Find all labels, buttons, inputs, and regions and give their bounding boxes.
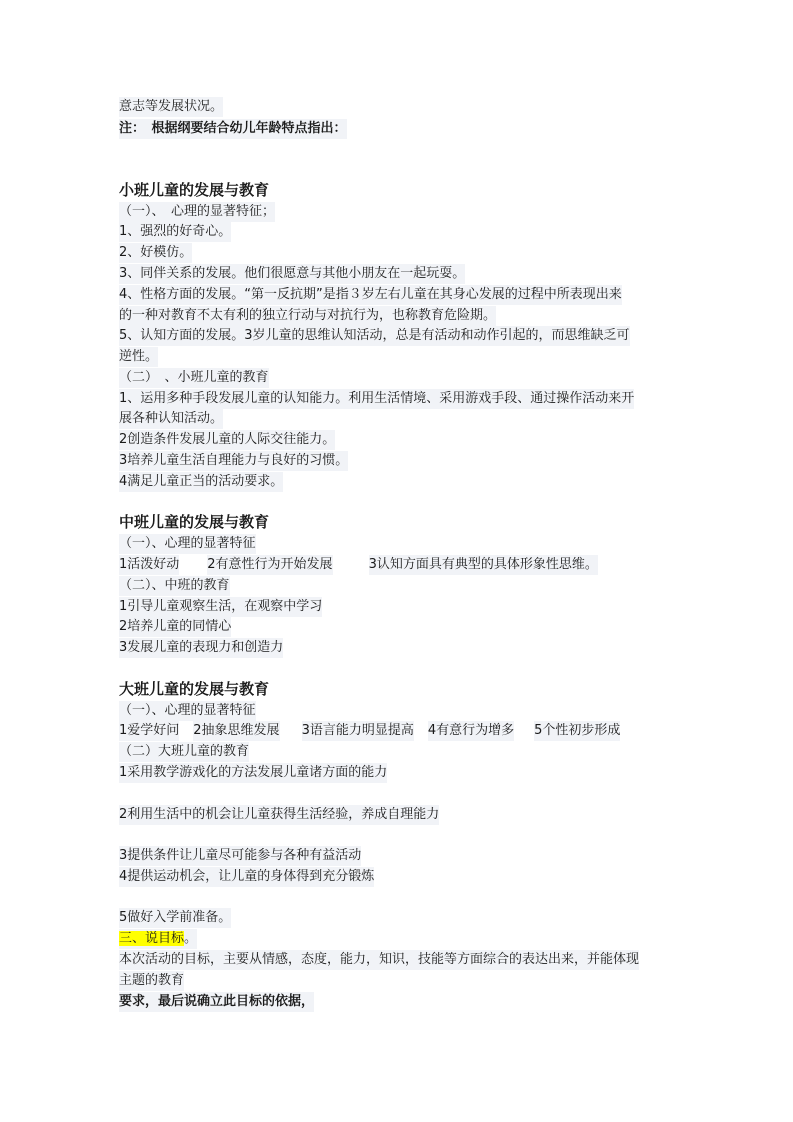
middle-features [119, 555, 598, 575]
middle-edu-3: 3发展儿童的表现力和创造力 [119, 638, 283, 658]
small-edu-2: 2创造条件发展儿童的人际交往能力。 [119, 430, 335, 450]
small-edu-1b: 展各种认知活动。 [119, 409, 223, 429]
large-edu-5: 5做好入学前准备。 [119, 908, 231, 928]
small-edu-3: 3培养儿童生活自理能力与良好的习惯。 [119, 451, 348, 471]
small-edu-4: 4满足儿童正当的活动要求。 [119, 472, 283, 492]
goal-requirement: 要求，最后说确立此目标的依据， [119, 992, 314, 1012]
note-line: 注： 根据纲要结合幼儿年龄特点指出： [119, 119, 347, 139]
large-feature-4: 4有意行为增多 [428, 721, 514, 741]
small-item-2: 2、好模仿。 [119, 243, 192, 263]
middle-edu-2: 2培养儿童的同情心 [119, 617, 231, 637]
goal-para-1a: 本次活动的目标，主要从情感，态度，能力，知识，技能等方面综合的表达出来，并能体现 [119, 950, 639, 970]
large-edu-3: 3提供条件让儿童尽可能参与各种有益活动 [119, 846, 361, 866]
goal-heading-line [119, 929, 197, 949]
small-edu-1a: 1、运用多种手段发展儿童的认知能力。利用生活情境、采用游戏手段、通过操作活动来开 [119, 389, 634, 409]
middle-feature-1: 1活泼好动 [119, 555, 179, 575]
goal-para-1b: 主题的教育 [119, 971, 184, 991]
small-item-4b: 的一种对教育不太有利的独立行动与对抗行为，也称教育危险期。 [119, 306, 496, 326]
large-sec1: （一）、心理的显著特征 [119, 701, 256, 721]
middle-sec2: （二）、中班的教育 [119, 576, 230, 596]
large-feature-3: 3语言能力明显提高 [302, 721, 414, 741]
goal-heading-tail: 。 [184, 931, 198, 946]
large-edu-2: 2利用生活中的机会让儿童获得生活经验，养成自理能力 [119, 805, 439, 825]
small-item-1: 1、强烈的好奇心。 [119, 222, 231, 242]
large-features [119, 721, 620, 741]
small-item-3: 3、同伴关系的发展。他们很愿意与其他小朋友在一起玩耍。 [119, 264, 465, 284]
large-feature-5: 5个性初步形成 [534, 721, 620, 741]
goal-heading: 三、说目标 [119, 931, 185, 946]
large-feature-2: 2抽象思维发展 [193, 721, 279, 741]
small-class-title: 小班儿童的发展与教育 [119, 181, 270, 199]
small-item-5b: 逆性。 [119, 347, 158, 367]
small-item-5a: 5、认知方面的发展。3岁儿童的思维认知活动，总是有活动和动作引起的，而思维缺乏可 [119, 326, 630, 346]
small-sec1: （一）、 心理的显著特征； [119, 202, 275, 222]
middle-feature-2: 2有意性行为开始发展 [207, 555, 332, 575]
intro-tail: 意志等发展状况。 [119, 97, 223, 117]
large-edu-1: 1采用教学游戏化的方法发展儿童诸方面的能力 [119, 763, 387, 783]
small-sec2: （二） 、小班儿童的教育 [119, 368, 269, 388]
middle-edu-1: 1引导儿童观察生活，在观察中学习 [119, 597, 322, 617]
large-feature-1: 1爱学好问 [119, 721, 179, 741]
large-class-title: 大班儿童的发展与教育 [119, 680, 270, 698]
middle-class-title: 中班儿童的发展与教育 [119, 513, 270, 531]
middle-feature-3: 3认知方面具有典型的具体形象性思维。 [369, 555, 598, 575]
middle-sec1: （一）、心理的显著特征 [119, 534, 256, 554]
large-edu-4: 4提供运动机会，让儿童的身体得到充分锻炼 [119, 867, 374, 887]
large-sec2: （二）大班儿童的教育 [119, 742, 249, 762]
small-item-4a: 4、性格方面的发展。“第一反抗期”是指３岁左右儿童在其身心发展的过程中所表现出来 [119, 285, 622, 305]
